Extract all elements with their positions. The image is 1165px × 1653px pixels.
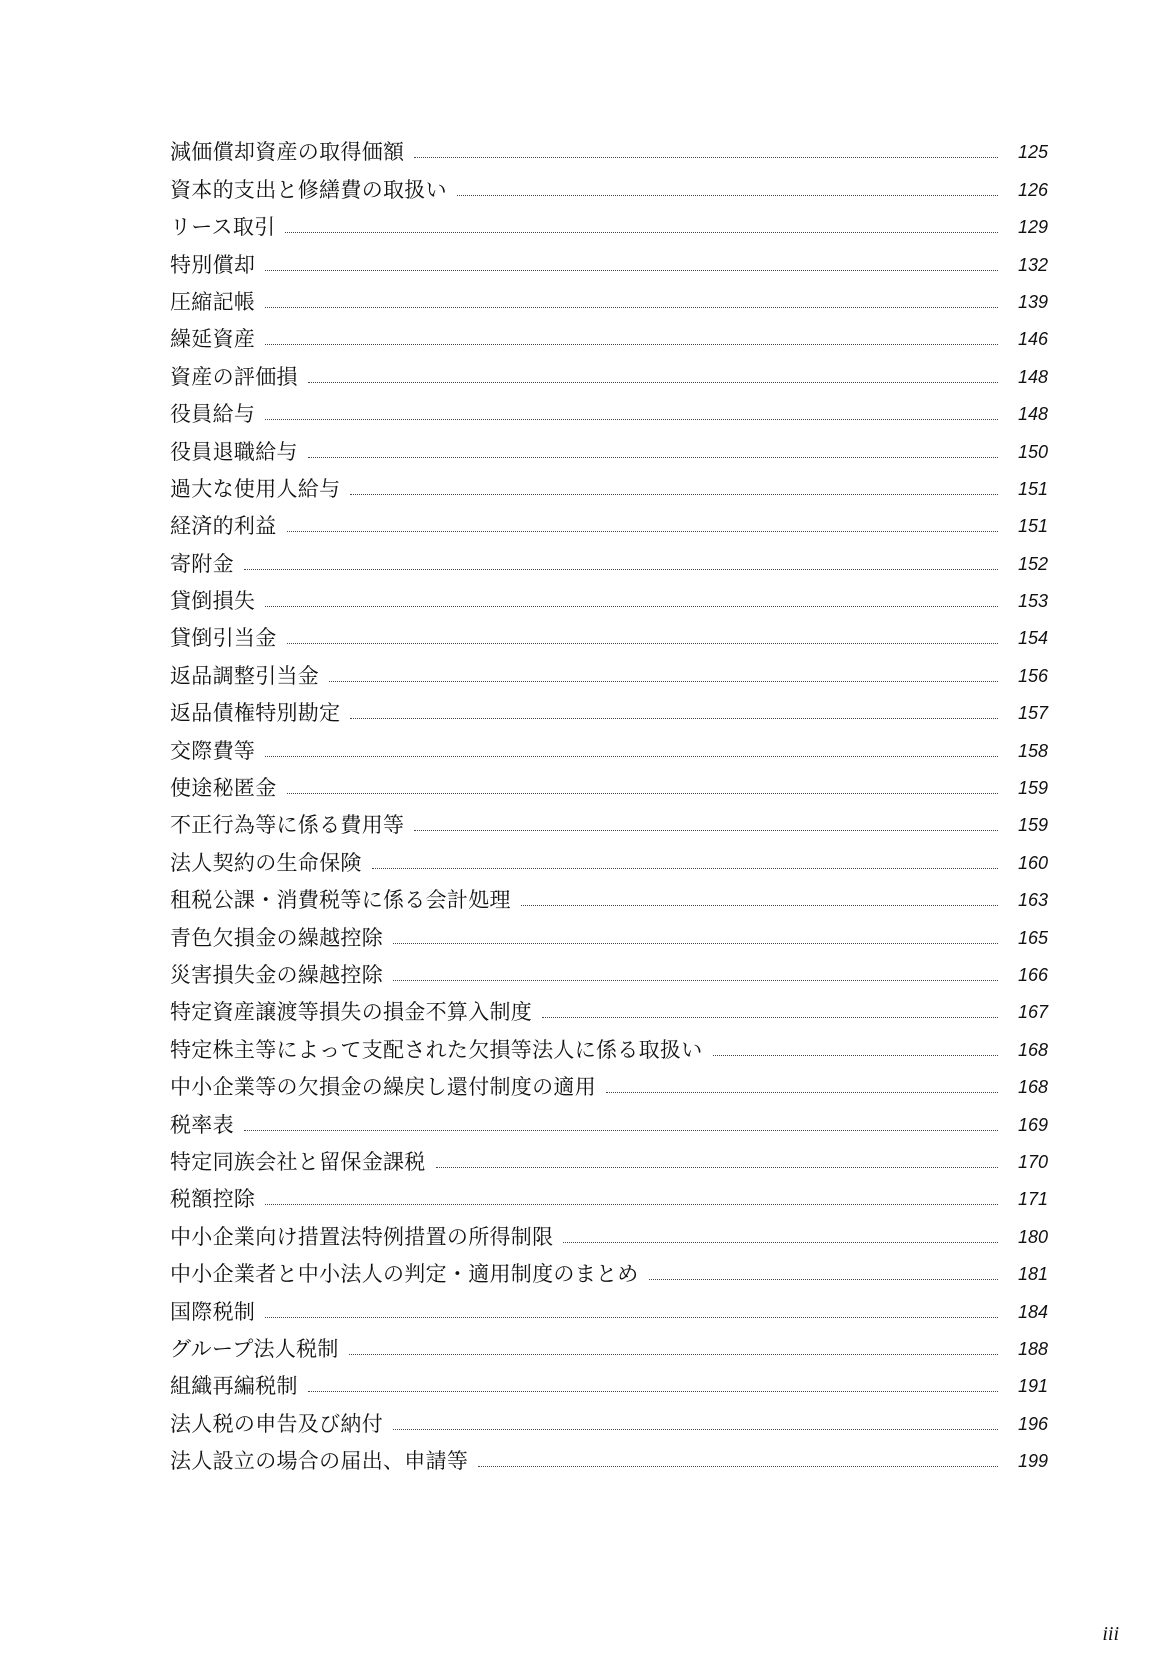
toc-entry[interactable] (170, 951, 1048, 988)
toc-entry-title: リース取引 (170, 215, 276, 240)
toc-entry-title: 圧縮記帳 (170, 289, 256, 314)
toc-entry[interactable] (170, 203, 1048, 240)
toc-leader-dots (285, 232, 998, 233)
toc-entry-title: 青色欠損金の繰越控除 (170, 925, 383, 950)
toc-entry[interactable] (170, 427, 1048, 464)
toc-entry-title: 法人契約の生命保険 (170, 850, 362, 875)
toc-entry-title: 使途秘匿金 (170, 776, 277, 801)
toc-leader-dots (649, 1279, 998, 1280)
toc-leader-dots (244, 569, 998, 570)
toc-entry-title: 貸倒損失 (170, 589, 256, 614)
toc-leader-dots (606, 1092, 998, 1093)
toc-leader-dots (287, 531, 999, 532)
toc-entry-page: 159 (1017, 778, 1048, 799)
toc-leader-dots (350, 494, 998, 495)
toc-entry-page: 160 (1017, 852, 1048, 873)
table-of-contents (170, 128, 1048, 1474)
toc-entry-title: 返品債権特別勘定 (170, 701, 341, 726)
toc-entry[interactable] (170, 539, 1048, 576)
toc-leader-dots (393, 943, 998, 944)
toc-leader-dots (457, 195, 998, 196)
toc-entry-page: 181 (1017, 1264, 1048, 1285)
toc-entry[interactable] (170, 390, 1048, 427)
page-number: iii (1102, 1623, 1119, 1645)
toc-entry[interactable] (170, 1399, 1048, 1436)
toc-entry-page: 191 (1017, 1376, 1048, 1397)
toc-entry-page: 166 (1017, 964, 1048, 985)
toc-entry-title: 特定株主等によって支配された欠損等法人に係る取扱い (170, 1037, 703, 1062)
toc-entry[interactable] (170, 315, 1048, 352)
toc-leader-dots (308, 1391, 998, 1392)
toc-entry-title: 税額控除 (170, 1187, 256, 1212)
toc-entry-page: 196 (1017, 1413, 1048, 1434)
toc-entry[interactable] (170, 1212, 1048, 1249)
toc-entry-page: 139 (1017, 291, 1048, 312)
toc-leader-dots (563, 1242, 998, 1243)
toc-entry-page: 199 (1017, 1451, 1048, 1472)
toc-entry-title: 災害損失金の繰越控除 (170, 962, 383, 987)
toc-entry-page: 168 (1017, 1077, 1048, 1098)
toc-entry-title: 法人税の申告及び納付 (170, 1411, 383, 1436)
toc-entry[interactable] (170, 614, 1048, 651)
toc-entry-page: 159 (1017, 815, 1048, 836)
toc-leader-dots (265, 307, 998, 308)
toc-entry-page: 148 (1017, 404, 1048, 425)
toc-leader-dots (350, 718, 998, 719)
toc-entry[interactable] (170, 577, 1048, 614)
toc-entry-page: 153 (1017, 591, 1048, 612)
toc-entry-page: 148 (1017, 366, 1048, 387)
toc-leader-dots (372, 868, 998, 869)
toc-entry-page: 188 (1017, 1338, 1048, 1359)
toc-entry-page: 156 (1017, 665, 1048, 686)
toc-entry-page: 180 (1017, 1226, 1048, 1247)
toc-leader-dots (265, 419, 998, 420)
toc-entry-title: 過大な使用人給与 (170, 476, 341, 501)
toc-entry[interactable] (170, 651, 1048, 688)
toc-entry[interactable] (170, 876, 1048, 913)
toc-entry-title: 経済的利益 (170, 514, 277, 539)
toc-leader-dots (265, 1204, 998, 1205)
toc-entry-page: 125 (1017, 142, 1048, 163)
toc-entry-page: 163 (1017, 890, 1048, 911)
toc-entry-page: 169 (1017, 1114, 1048, 1135)
toc-entry[interactable] (170, 913, 1048, 950)
toc-entry-title: 法人設立の場合の届出、申請等 (170, 1449, 469, 1474)
toc-leader-dots (349, 1354, 998, 1355)
toc-entry[interactable] (170, 726, 1048, 763)
toc-entry[interactable] (170, 1100, 1048, 1137)
toc-leader-dots (436, 1167, 998, 1168)
toc-entry-page: 154 (1017, 628, 1048, 649)
toc-entry[interactable] (170, 988, 1048, 1025)
toc-entry[interactable] (170, 1025, 1048, 1062)
toc-entry-title: 特別償却 (170, 252, 256, 277)
toc-entry[interactable] (170, 240, 1048, 277)
toc-entry[interactable] (170, 128, 1048, 165)
toc-entry[interactable] (170, 764, 1048, 801)
toc-leader-dots (521, 905, 998, 906)
toc-entry-title: 国際税制 (170, 1299, 256, 1324)
toc-entry-title: 貸倒引当金 (170, 626, 277, 651)
toc-entry-title: 特定資産譲渡等損失の損金不算入制度 (170, 1000, 533, 1025)
toc-entry[interactable] (170, 838, 1048, 875)
toc-entry-page: 150 (1017, 441, 1048, 462)
toc-leader-dots (329, 681, 998, 682)
toc-leader-dots (308, 457, 998, 458)
toc-leader-dots (287, 793, 999, 794)
toc-entry-page: 151 (1017, 478, 1048, 499)
toc-entry-page: 171 (1017, 1189, 1048, 1210)
toc-entry[interactable] (170, 1175, 1048, 1212)
toc-entry[interactable] (170, 165, 1048, 202)
toc-entry-title: 繰延資産 (170, 327, 256, 352)
toc-entry[interactable] (170, 352, 1048, 389)
toc-leader-dots (265, 756, 998, 757)
toc-entry[interactable] (170, 1138, 1048, 1175)
toc-entry-title: 資本的支出と修繕費の取扱い (170, 177, 447, 202)
toc-entry[interactable] (170, 1063, 1048, 1100)
toc-entry-title: 役員給与 (170, 402, 256, 427)
toc-leader-dots (265, 606, 998, 607)
toc-entry-page: 165 (1017, 927, 1048, 948)
toc-entry-title: 資産の評価損 (170, 364, 298, 389)
toc-entry[interactable] (170, 278, 1048, 315)
toc-entry-title: 中小企業等の欠損金の繰戻し還付制度の適用 (170, 1075, 596, 1100)
toc-entry-title: 減価償却資産の取得価額 (170, 140, 405, 165)
toc-entry-page: 132 (1017, 254, 1048, 275)
toc-entry-title: 特定同族会社と留保金課税 (170, 1149, 426, 1174)
toc-entry-page: 146 (1017, 329, 1048, 350)
toc-leader-dots (542, 1017, 998, 1018)
toc-entry[interactable] (170, 1437, 1048, 1474)
toc-entry-title: 中小企業向け措置法特例措置の所得制限 (170, 1224, 554, 1249)
toc-entry-title: 寄附金 (170, 551, 234, 576)
toc-entry-page: 157 (1017, 703, 1048, 724)
toc-entry-title: 交際費等 (170, 738, 256, 763)
toc-leader-dots (478, 1466, 998, 1467)
toc-entry[interactable] (170, 1362, 1048, 1399)
toc-entry[interactable] (170, 465, 1048, 502)
toc-entry[interactable] (170, 689, 1048, 726)
toc-entry-page: 184 (1017, 1301, 1048, 1322)
toc-entry-page: 158 (1017, 740, 1048, 761)
toc-leader-dots (414, 157, 998, 158)
toc-leader-dots (287, 643, 999, 644)
toc-entry[interactable] (170, 801, 1048, 838)
toc-entry[interactable] (170, 1287, 1048, 1324)
toc-entry-title: 返品調整引当金 (170, 663, 320, 688)
toc-entry-page: 129 (1017, 217, 1048, 238)
toc-leader-dots (393, 1429, 998, 1430)
toc-leader-dots (265, 344, 998, 345)
toc-entry-title: 組織再編税制 (170, 1374, 298, 1399)
toc-entry-page: 170 (1017, 1151, 1048, 1172)
toc-leader-dots (414, 830, 998, 831)
toc-entry[interactable] (170, 502, 1048, 539)
toc-entry[interactable] (170, 1325, 1048, 1362)
toc-entry-page: 152 (1017, 553, 1048, 574)
toc-entry-page: 151 (1017, 516, 1048, 537)
toc-leader-dots (265, 1317, 998, 1318)
toc-leader-dots (244, 1130, 998, 1131)
toc-entry-title: グループ法人税制 (170, 1336, 339, 1361)
toc-leader-dots (713, 1055, 999, 1056)
toc-entry-title: 役員退職給与 (170, 439, 298, 464)
toc-entry-page: 168 (1017, 1039, 1048, 1060)
toc-entry-page: 167 (1017, 1002, 1048, 1023)
toc-leader-dots (308, 382, 998, 383)
toc-entry-title: 中小企業者と中小法人の判定・適用制度のまとめ (170, 1262, 639, 1287)
toc-leader-dots (265, 270, 998, 271)
toc-entry[interactable] (170, 1250, 1048, 1287)
toc-entry-title: 不正行為等に係る費用等 (170, 813, 405, 838)
toc-leader-dots (393, 980, 998, 981)
toc-entry-title: 税率表 (170, 1112, 234, 1137)
toc-entry-title: 租税公課・消費税等に係る会計処理 (170, 888, 511, 913)
toc-entry-page: 126 (1017, 179, 1048, 200)
